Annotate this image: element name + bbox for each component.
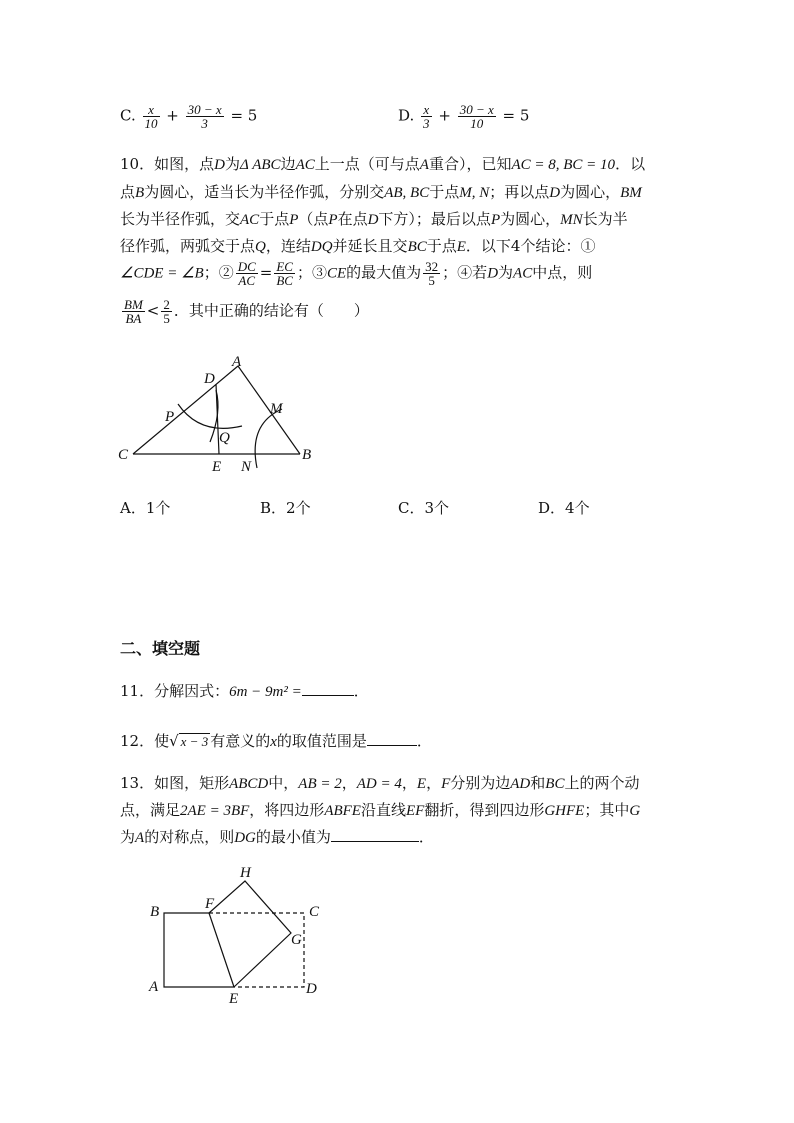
label-a: A xyxy=(149,979,159,995)
answer-blank[interactable] xyxy=(302,681,354,696)
fraction: $\frac{x}{3}$ xyxy=(423,102,430,131)
label-g: G xyxy=(291,932,302,948)
label-b: B xyxy=(302,447,312,463)
q10-line-1: 10．如图，点D为Δ ABC边AC上一点（可与点A重合），已知AC = 8, BC = 10．以 xyxy=(120,155,646,173)
label-h: H xyxy=(240,865,251,881)
q10-option-c[interactable]: C．3个 xyxy=(398,499,450,517)
label-a: A xyxy=(232,354,242,370)
answer-blank[interactable] xyxy=(331,827,419,842)
q9-option-c: C. $\frac{x}{10}$ + $\frac{30 - x}{3}$ = 5 xyxy=(120,102,258,131)
section-heading: 二、填空题 xyxy=(120,639,201,658)
q10-line-5: ∠CDE = ∠B；② $\frac{DC}{AC}$ = $\frac{EC}{BC}$ ；③CE的最大值为 $\frac{32}{5}$ ；④若D为AC中点，则 xyxy=(120,259,593,288)
label-b: B xyxy=(150,904,160,920)
label-c: C xyxy=(309,904,320,920)
label-e: E xyxy=(229,991,239,1007)
label-m: M xyxy=(270,401,283,417)
side-ab xyxy=(238,366,300,454)
q10-line-4: 径作弧，两弧交于点Q，连结DQ并延长且交BC于点E．以下4个结论：① xyxy=(120,237,596,255)
fraction: $\frac{BM}{BA}$ xyxy=(124,297,143,326)
label-c: C xyxy=(118,447,129,463)
fraction: $\frac{EC}{BC}$ xyxy=(276,259,293,288)
q10-option-d[interactable]: D．4个 xyxy=(538,499,590,517)
label-p: P xyxy=(165,409,175,425)
label-f: F xyxy=(205,896,215,912)
label-e: E xyxy=(212,459,222,475)
q10-line-6: $\frac{BM}{BA}$ < $\frac{2}{5}$ ．其中正确的结论有（ ） xyxy=(124,297,369,326)
fraction: $\frac{x}{10}$ xyxy=(144,102,158,131)
q10-line-2: 点B为圆心，适当长为半径作弧，分别交AB, BC于点M, N；再以点D为圆心，BM xyxy=(120,183,642,201)
answer-blank[interactable] xyxy=(367,731,417,746)
q13-line-2: 点，满足2AE = 3BF，将四边形ABFE沿直线EF翻折，得到四边形GHFE；其中G xyxy=(120,801,641,819)
rect-left-part xyxy=(164,913,234,987)
q10-option-b[interactable]: B．2个 xyxy=(260,499,311,517)
fraction: $\frac{DC}{AC}$ xyxy=(237,259,256,288)
q11: 11．分解因式：6m − 9m² = ． xyxy=(120,682,369,700)
rect-dashed-part xyxy=(209,913,304,987)
folded-quad-ghfe xyxy=(209,881,291,987)
q13-line-3: 为A的对称点，则DG的最小值为 ． xyxy=(120,828,434,846)
q13-line-1: 13．如图，矩形ABCD中，AB = 2，AD = 4，E，F分别为边AD和BC上的两个动 xyxy=(120,774,640,792)
fraction: $\frac{30 - x}{3}$ xyxy=(187,102,222,131)
label-n: N xyxy=(241,459,252,475)
line-ef xyxy=(209,913,234,987)
q9-option-d: D. $\frac{x}{3}$ + $\frac{30 - x}{10}$ = 5 xyxy=(398,102,530,131)
label-d: D xyxy=(204,371,215,387)
q10-option-a[interactable]: A．1个 xyxy=(120,499,171,517)
q13-rectangle-figure xyxy=(140,860,340,1010)
q10-line-3: 长为半径作弧，交AC于点P（点P在点D下方）；最后以点P为圆心，MN长为半 xyxy=(120,210,628,228)
fraction: $\frac{32}{5}$ xyxy=(425,259,439,288)
radical: √ xyxy=(169,732,179,750)
q12: 12．使√ x − 3 有意义的x的取值范围是 ． xyxy=(120,732,432,750)
label-d: D xyxy=(306,981,317,997)
label-q: Q xyxy=(219,430,230,446)
fraction: $\frac{30 - x}{10}$ xyxy=(459,102,494,131)
fraction: $\frac{2}{5}$ xyxy=(163,297,170,326)
arc-centered-b xyxy=(255,409,282,468)
q10-triangle-figure xyxy=(110,350,330,480)
